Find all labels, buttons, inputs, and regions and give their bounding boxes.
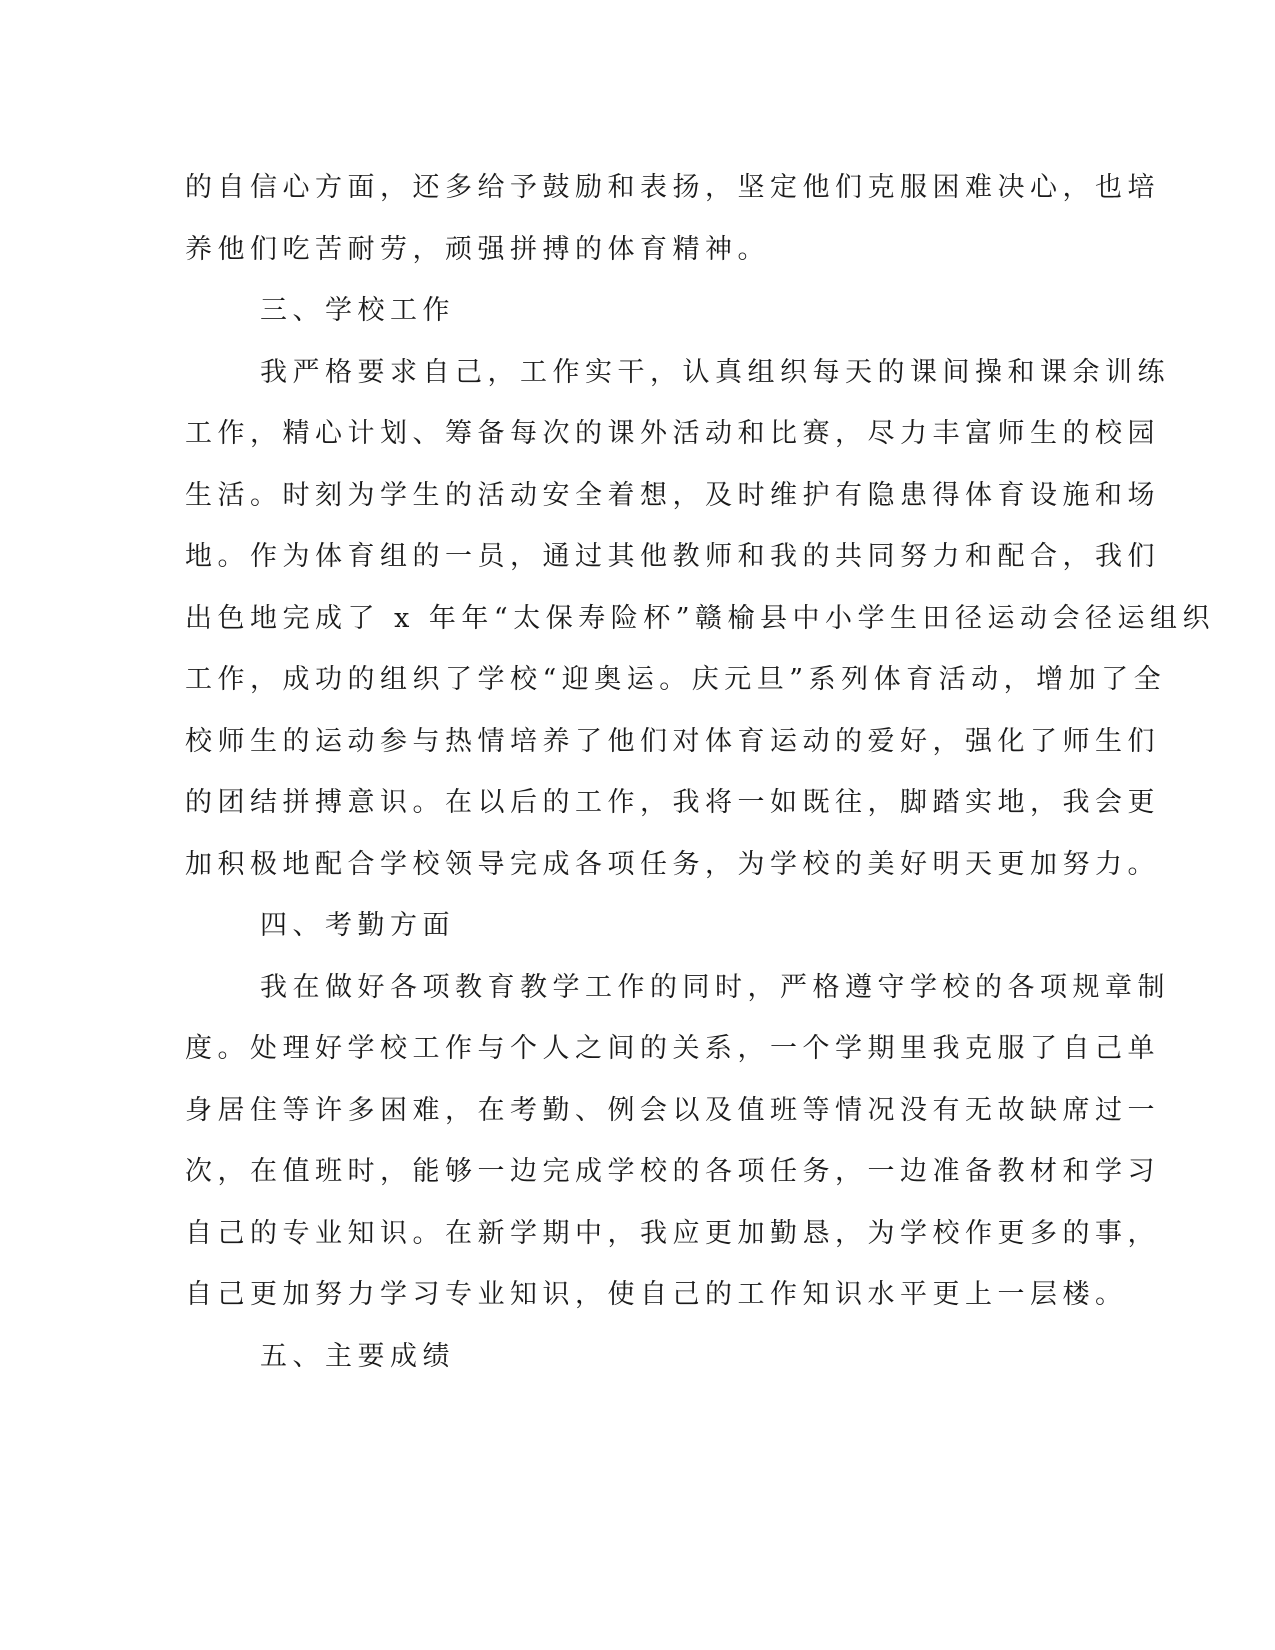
paragraph-line: 次，在值班时，能够一边完成学校的各项任务，一边准备教材和学习 [185, 1156, 1160, 1187]
paragraph-line: 养他们吃苦耐劳，顽强拼搏的体育精神。 [185, 233, 770, 265]
paragraph-line-indented: 四、考勤方面 [260, 910, 455, 941]
paragraph-line-indented: 五、主要成绩 [260, 1340, 455, 1372]
paragraph-line: 出色地完成了 x 年年“太保寿险杯”赣榆县中小学生田径运动会径运组织 [185, 602, 1215, 634]
paragraph-line-indented: 我严格要求自己，工作实干，认真组织每天的课间操和课余训练 [260, 356, 1170, 388]
paragraph-line: 身居住等许多困难，在考勤、例会以及值班等情况没有无故缺席过一 [185, 1094, 1160, 1126]
paragraph-line: 地。作为体育组的一员，通过其他教师和我的共同努力和配合，我们 [185, 541, 1160, 572]
paragraph-line: 校师生的运动参与热情培养了他们对体育运动的爱好，强化了师生们 [185, 725, 1160, 757]
paragraph-line: 自己的专业知识。在新学期中，我应更加勤恳，为学校作更多的事， [185, 1217, 1160, 1249]
paragraph-line: 工作，成功的组织了学校“迎奥运。庆元旦”系列体育活动，增加了全 [185, 664, 1167, 695]
paragraph-line-indented: 我在做好各项教育教学工作的同时，严格遵守学校的各项规章制 [260, 971, 1170, 1003]
paragraph-line: 加积极地配合学校领导完成各项任务，为学校的美好明天更加努力。 [185, 848, 1160, 880]
paragraph-line: 的团结拼搏意识。在以后的工作，我将一如既往，脚踏实地，我会更 [185, 787, 1160, 818]
paragraph-line-indented: 三、学校工作 [260, 295, 455, 326]
paragraph-line: 生活。时刻为学生的活动安全着想，及时维护有隐患得体育设施和场 [185, 479, 1160, 511]
paragraph-line: 的自信心方面，还多给予鼓励和表扬，坚定他们克服困难决心，也培 [185, 172, 1160, 203]
paragraph-line: 度。处理好学校工作与个人之间的关系，一个学期里我克服了自己单 [185, 1033, 1160, 1064]
paragraph-line: 自己更加努力学习专业知识，使自己的工作知识水平更上一层楼。 [185, 1279, 1128, 1310]
paragraph-line: 工作，精心计划、筹备每次的课外活动和比赛，尽力丰富师生的校园 [185, 418, 1160, 449]
document-body [185, 157, 1215, 1387]
